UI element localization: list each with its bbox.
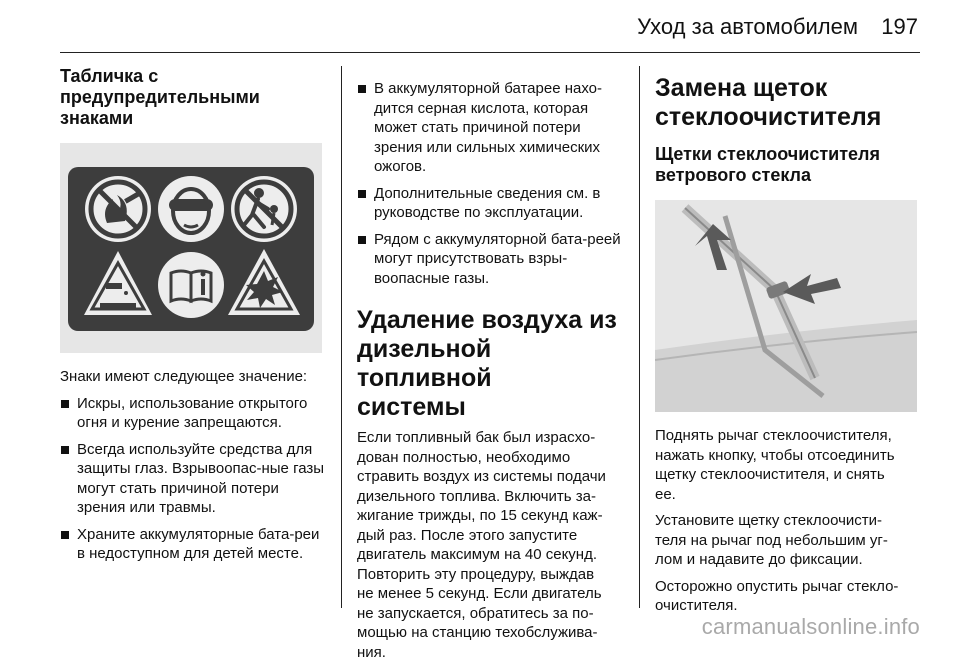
wiper-step-1: Поднять рычаг стеклоочистителя, нажать кнопку, чтобы отсоединить щетку стеклоочистителя, и снять ее.	[655, 427, 895, 503]
list-item: Дополнительные сведения см. в руководстве по эксплуатации.	[357, 184, 623, 223]
no-open-flame-icon	[85, 176, 151, 242]
column-1	[60, 66, 326, 564]
warning-signs-illustration	[60, 143, 322, 353]
warning-signs-icon	[60, 143, 322, 353]
list-item: Всегда используйте средства для защиты глаз. Взрывоопас-ные газы могут стать причиной потери зрения или травмы.	[60, 440, 326, 518]
wiper-blade-illustration	[655, 200, 917, 412]
list-item: Рядом с аккумуляторной бата-реей могут присутствовать взры-воопасные газы.	[357, 230, 623, 289]
signs-intro-text: Знаки имеют следующее значение:	[60, 368, 308, 385]
keep-away-children-icon	[231, 176, 297, 242]
wiper-step-2: Установите щетку стеклоочисти- теля на рычаг под небольшим уг- лом и надавите до фиксации.	[655, 512, 888, 568]
running-header-title: Уход за автомобилем	[637, 14, 858, 39]
column-divider-right	[639, 66, 640, 608]
watermark: carmanualsonline.info	[701, 614, 920, 639]
list-item: Искры, использование открытого огня и курение запрещаются.	[60, 394, 326, 433]
list-item: Храните аккумуляторные бата-реи в недоступном для детей месте.	[60, 525, 326, 564]
column-2	[357, 66, 623, 662]
diesel-bleeding-text: Если топливный бак был израсхо- дован полностью, необходимо стравить воздух из системы подачи дизельного топлива. Включить за- жигание трижды, по 15 секунд каж- дый раз. После этого запустите двигатель максимум на 40 секунд. Повторить эту процедуру, выждав не менее 5 секунд. Если двигатель не запускается, обратитесь за по- мощью на станцию техобслужива- ния.	[357, 429, 606, 661]
header-rule	[60, 52, 920, 53]
wiper-blade-icon	[655, 200, 917, 412]
page-number: 197	[881, 14, 918, 39]
list-item: В аккумуляторной батарее нахо-дится серная кислота, которая может стать причиной потери зрения или сильных химических ожогов.	[357, 79, 623, 177]
press-arrow-icon	[783, 274, 841, 304]
column-3	[655, 66, 921, 616]
wiper-replacement-heading: Замена щеток стеклоочистителя	[655, 74, 882, 131]
wiper-step-3: Осторожно опустить рычаг стекло- очистителя.	[655, 577, 899, 614]
read-manual-icon	[158, 252, 224, 318]
diesel-bleeding-heading: Удаление воздуха из дизельной топливной системы	[357, 306, 617, 421]
windscreen-wiper-subheading: Щетки стеклоочистителя ветрового стекла	[655, 144, 880, 185]
warning-label-heading: Табличка с предупредительными знаками	[60, 66, 260, 128]
column-divider-left	[341, 66, 342, 608]
eye-protection-icon	[158, 176, 224, 242]
